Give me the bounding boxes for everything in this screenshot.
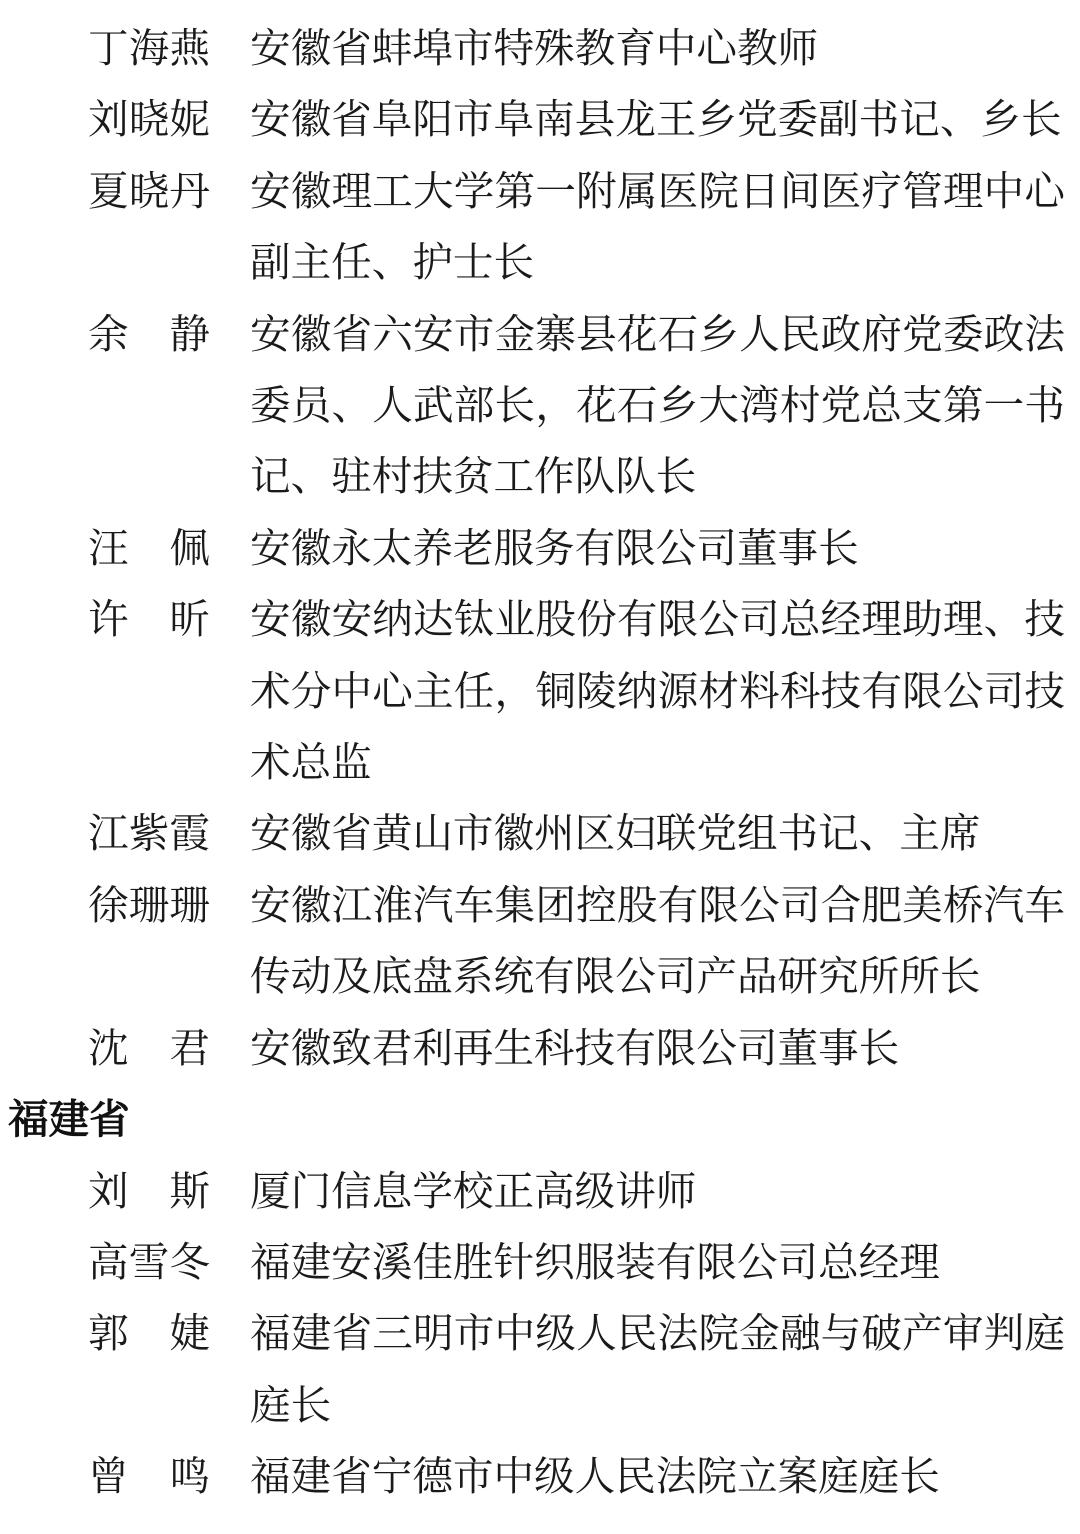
honoree-name: 丁海燕 (88, 26, 210, 71)
honoree-entry (0, 798, 1080, 869)
honoree-entry (0, 513, 1080, 584)
honoree-entry (0, 1156, 1080, 1227)
honoree-name: 徐珊珊 (88, 882, 210, 928)
honoree-entry (0, 870, 1080, 1013)
honoree-entry (0, 1227, 1080, 1298)
honoree-name: 江紫霞 (88, 811, 210, 857)
honoree-title: 安徽理工大学第一附属医院日间医疗管理中心副主任、护士长 (250, 168, 1065, 286)
honoree-name: 余静 (88, 311, 210, 357)
honoree-title: 安徽江淮汽车集团控股有限公司合肥美桥汽车传动及底盘系统有限公司产品研究所所长 (250, 882, 1065, 1000)
honoree-entry (0, 299, 1080, 513)
honoree-name: 刘晓妮 (88, 97, 210, 143)
honoree-title: 福建省宁德市中级人民法院立案庭庭长 (250, 1454, 940, 1500)
honoree-title: 安徽安纳达钛业股份有限公司总经理助理、技术分中心主任，铜陵纳源材料科技有限公司技术总监 (250, 597, 1065, 786)
honoree-title: 安徽省蚌埠市特殊教育中心教师 (250, 26, 819, 71)
honoree-title: 安徽省阜阳市阜南县龙王乡党委副书记、乡长 (250, 97, 1062, 143)
honoree-name: 高雪冬 (88, 1239, 210, 1285)
honoree-title: 福建省三明市中级人民法院金融与破产审判庭庭长 (250, 1311, 1065, 1428)
honoree-title: 安徽省六安市金寨县花石乡人民政府党委政法委员、人武部长，花石乡大湾村党总支第一书记、驻村扶贫工作队队长 (250, 311, 1065, 500)
honoree-name: 夏晓丹 (88, 168, 210, 214)
honoree-entry (0, 1298, 1080, 1441)
honoree-title: 厦门信息学校正高级讲师 (250, 1168, 697, 1214)
honoree-entry (0, 1441, 1080, 1512)
honoree-name: 汪佩 (88, 525, 210, 571)
honoree-entry (0, 156, 1080, 299)
honoree-list (0, 13, 1080, 1513)
honoree-entry (0, 1013, 1080, 1084)
honoree-title: 安徽永太养老服务有限公司董事长 (250, 525, 859, 571)
honoree-title: 福建安溪佳胜针织服装有限公司总经理 (250, 1239, 940, 1285)
honoree-name: 郭婕 (88, 1311, 210, 1357)
honoree-title: 安徽省黄山市徽州区妇联党组书记、主席 (250, 811, 981, 857)
honoree-name: 沈君 (88, 1025, 210, 1071)
honoree-name: 刘斯 (88, 1168, 210, 1214)
honoree-name: 许昕 (88, 597, 210, 643)
honoree-name: 曾鸣 (88, 1454, 210, 1500)
province-section-header: 福建省 (8, 1096, 130, 1143)
honoree-entry (0, 84, 1080, 155)
honoree-entry (0, 13, 1080, 84)
honoree-entry (0, 584, 1080, 798)
honoree-title: 安徽致君利再生科技有限公司董事长 (250, 1025, 900, 1071)
